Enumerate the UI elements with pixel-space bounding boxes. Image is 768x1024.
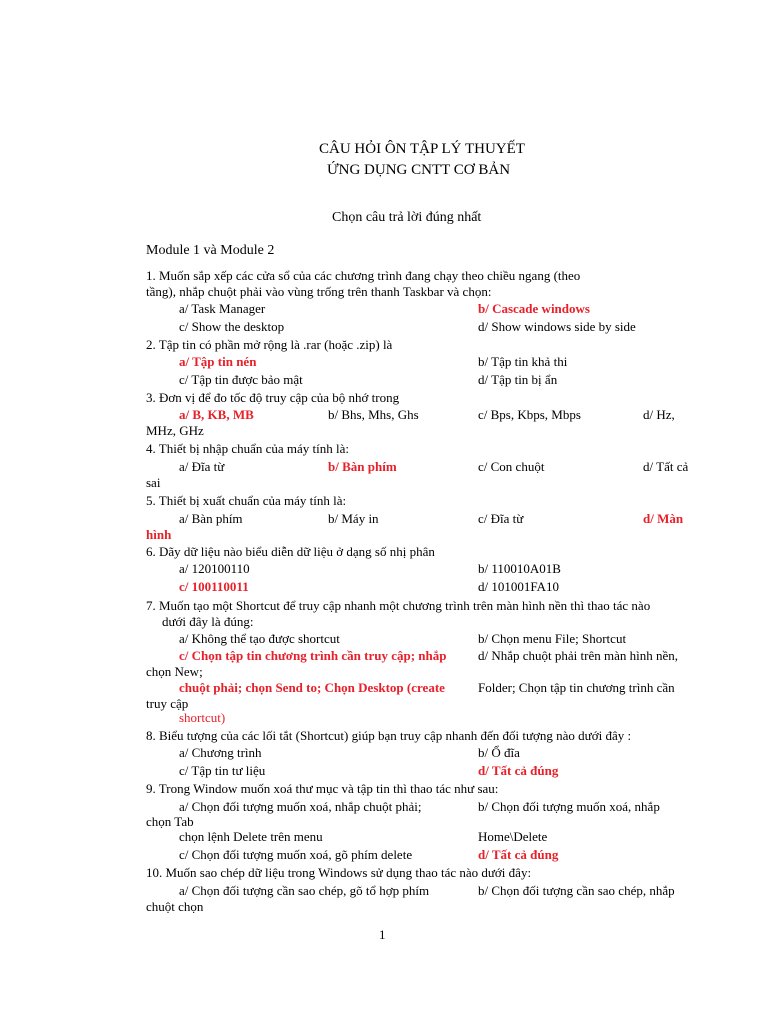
q5-option-c: c/ Đĩa từ bbox=[478, 511, 524, 526]
q3-option-a-answer: a/ B, KB, MB bbox=[179, 407, 254, 422]
q10-option-b: b/ Chọn đối tượng cần sao chép, nhắp bbox=[478, 883, 675, 898]
q8-option-b: b/ Ổ đĩa bbox=[478, 745, 520, 760]
q7-option-c-answer-cont1: chuột phải; chọn Send to; Chọn Desktop (create bbox=[179, 680, 445, 695]
q7-option-b: b/ Chọn menu File; Shortcut bbox=[478, 631, 627, 646]
q4-option-d-cont: sai bbox=[146, 475, 161, 490]
q4-option-d: d/ Tất cả bbox=[643, 459, 689, 474]
q2-option-b: b/ Tập tin khả thi bbox=[478, 354, 568, 369]
document-title-line1: CÂU HỎI ÔN TẬP LÝ THUYẾT bbox=[319, 141, 525, 157]
q5-option-a: a/ Bàn phím bbox=[179, 511, 243, 526]
q6-option-d: d/ 101001FA10 bbox=[478, 579, 560, 594]
q8-option-c: c/ Tập tin tư liệu bbox=[179, 763, 266, 778]
q9-option-b-cont2: Home\Delete bbox=[478, 829, 548, 844]
q7-text-line1: 7. Muốn tạo một Shortcut để truy cập nhanh một chương trình trên màn hình nền thì thao tác nào bbox=[146, 598, 651, 613]
q2-option-c: c/ Tập tin được bảo mật bbox=[179, 372, 303, 387]
q6-option-b: b/ 110010A01B bbox=[478, 561, 561, 576]
document-title-line2: ỨNG DỤNG CNTT CƠ BẢN bbox=[327, 162, 511, 178]
q2-text: 2. Tập tin có phần mở rộng là .rar (hoặc .zip) là bbox=[146, 337, 393, 352]
page-number: 1 bbox=[379, 927, 386, 942]
q3-option-c: c/ Bps, Kbps, Mbps bbox=[478, 407, 581, 422]
q6-option-a: a/ 120100110 bbox=[179, 561, 250, 576]
q9-option-a-cont: chọn lệnh Delete trên menu bbox=[179, 829, 323, 844]
q8-option-a: a/ Chương trình bbox=[179, 745, 262, 760]
module-heading: Module 1 và Module 2 bbox=[146, 243, 275, 258]
q10-text: 10. Muốn sao chép dữ liệu trong Windows sử dụng thao tác nào dưới đây: bbox=[146, 865, 532, 880]
q2-option-a-answer: a/ Tập tin nén bbox=[179, 354, 257, 369]
q5-option-d-answer: d/ Màn bbox=[643, 511, 684, 526]
q4-option-b-answer: b/ Bàn phím bbox=[328, 459, 397, 474]
q9-option-b-cont1: chọn Tab bbox=[146, 814, 194, 829]
q1-option-c: c/ Show the desktop bbox=[179, 319, 285, 334]
q10-option-a: a/ Chọn đối tượng cần sao chép, gõ tổ hợp phím bbox=[179, 883, 430, 898]
q9-option-b: b/ Chọn đối tượng muốn xoá, nhắp bbox=[478, 799, 660, 814]
q4-text: 4. Thiết bị nhập chuẩn của máy tính là: bbox=[146, 441, 350, 456]
q4-option-a: a/ Đĩa từ bbox=[179, 459, 225, 474]
q5-option-b: b/ Máy in bbox=[328, 511, 379, 526]
q6-text: 6. Dãy dữ liệu nào biểu diễn dữ liệu ở dạng số nhị phân bbox=[146, 544, 435, 559]
q3-text: 3. Đơn vị để đo tốc độ truy cập của bộ nhớ trong bbox=[146, 390, 400, 405]
q9-option-a: a/ Chọn đối tượng muốn xoá, nhắp chuột phải; bbox=[179, 799, 422, 814]
q3-option-d: d/ Hz, bbox=[643, 407, 675, 422]
q1-option-a: a/ Task Manager bbox=[179, 301, 266, 316]
q1-option-b-answer: b/ Cascade windows bbox=[478, 301, 590, 316]
q7-option-d: d/ Nhắp chuột phải trên màn hình nền, bbox=[478, 648, 679, 663]
q8-option-d-answer: d/ Tất cả đúng bbox=[478, 763, 559, 778]
q2-option-d: d/ Tập tin bị ẩn bbox=[478, 372, 558, 387]
q7-option-c-answer-cont2: shortcut) bbox=[179, 710, 226, 725]
q1-text-line1: 1. Muốn sắp xếp các cửa sổ của các chương trình đang chạy theo chiều ngang (theo bbox=[146, 268, 581, 283]
q7-text-line2: dưới đây là đúng: bbox=[162, 614, 254, 629]
q9-text: 9. Trong Window muốn xoá thư mục và tập tin thì thao tác như sau: bbox=[146, 781, 499, 796]
q1-text-line2: tầng), nhắp chuột phải vào vùng trống trên thanh Taskbar và chọn: bbox=[146, 284, 492, 299]
q7-option-d-cont3: truy cập bbox=[146, 696, 189, 711]
q3-option-b: b/ Bhs, Mhs, Ghs bbox=[328, 407, 419, 422]
instruction: Chọn câu trả lời đúng nhất bbox=[332, 210, 482, 225]
q10-option-b-cont: chuột chọn bbox=[146, 899, 204, 914]
q7-option-d-cont2: Folder; Chọn tập tin chương trình cần bbox=[478, 680, 675, 695]
q5-text: 5. Thiết bị xuất chuẩn của máy tính là: bbox=[146, 493, 347, 508]
q1-option-d: d/ Show windows side by side bbox=[478, 319, 636, 334]
q8-text: 8. Biểu tượng của các lối tắt (Shortcut) giúp bạn truy cập nhanh đến đối tượng nào dưới đây : bbox=[146, 728, 632, 743]
q4-option-c: c/ Con chuột bbox=[478, 459, 545, 474]
q9-option-d-answer: d/ Tất cả đúng bbox=[478, 847, 559, 862]
q9-option-c: c/ Chọn đối tượng muốn xoá, gõ phím delete bbox=[179, 847, 413, 862]
q7-option-a: a/ Không thể tạo được shortcut bbox=[179, 631, 340, 646]
q3-option-d-cont: MHz, GHz bbox=[146, 423, 204, 438]
q6-option-c-answer: c/ 100110011 bbox=[179, 579, 249, 594]
q5-option-d-answer-cont: hình bbox=[146, 527, 172, 542]
q7-option-c-answer: c/ Chọn tập tin chương trình cần truy cập; nhắp bbox=[179, 648, 447, 663]
q7-option-d-cont1: chọn New; bbox=[146, 664, 203, 679]
